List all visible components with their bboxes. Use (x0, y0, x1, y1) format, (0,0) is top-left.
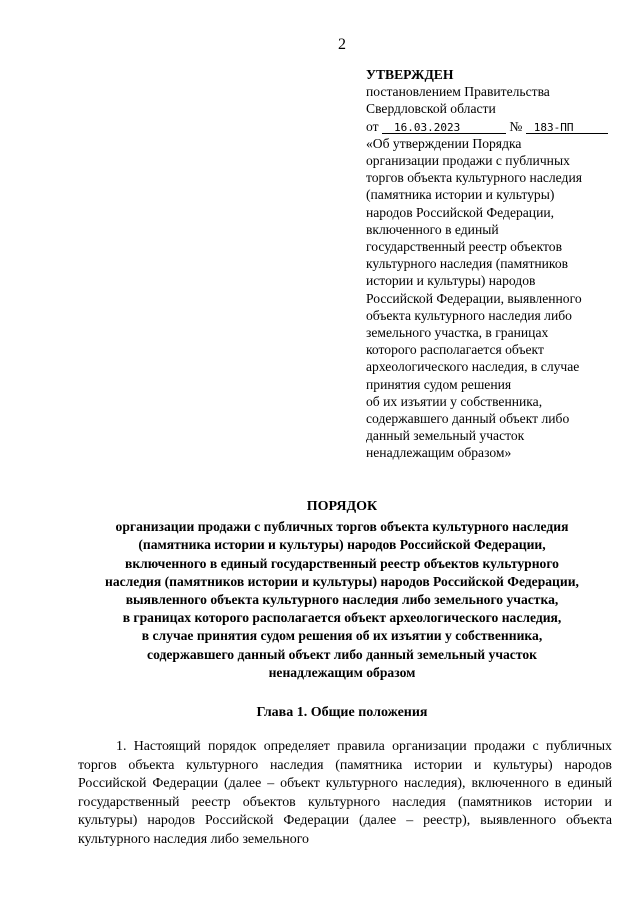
title-line: (памятника истории и культуры) народов Российской Федерации, (138, 537, 546, 553)
title-line: содержавшего данный объект либо данный земельный участок (147, 646, 537, 662)
approval-subject-line: археологического наследия, в случае (366, 359, 580, 375)
approval-subject-line: организации продажи с публичных (366, 153, 570, 169)
title-line: в границах которого располагается объект археологического наследия, (122, 610, 562, 626)
title-line: включенного в единый государственный реестр объектов культурного (125, 555, 559, 571)
approval-subject-line: объекта культурного наследия либо (366, 307, 572, 323)
title-line: организации продажи с публичных торгов объекта культурного наследия (115, 519, 569, 535)
approval-subject-line: данный земельный участок (366, 428, 525, 444)
approval-subject (366, 135, 616, 462)
approval-subject-line: принятия судом решения (366, 376, 512, 392)
approval-subject-line: «Об утверждении Порядка (366, 135, 522, 151)
title-line: в случае принятия судом решения об их изъятии у собственника, (141, 628, 543, 644)
page-number: 2 (338, 36, 346, 53)
approved-label: УТВЕРЖДЕН (366, 67, 454, 82)
approval-subject-line: культурного наследия (памятников (366, 256, 569, 272)
approval-line-1: постановлением Правительства (366, 84, 550, 100)
document-title (46, 498, 638, 682)
title-line: наследия (памятников истории и культуры) народов Российской Федерации, (105, 573, 579, 589)
paragraph-1: 1. Настоящий порядок определяет правила организации продажи с публичных торгов объекта культурного наследия (памятника истории и культуры) народов Российской Федерации (далее – объект культурного наследия), включенного в единый государственный реестр объектов культурного наследия (памятников истории и культуры) народов Российской Федерации (далее – реестр), выявленного объекта культурного наследия либо земельного (78, 739, 612, 847)
approval-line-2: Свердловской области (366, 101, 496, 117)
approval-subject-line: торгов объекта культурного наследия (366, 170, 582, 186)
approval-stamp (366, 66, 616, 462)
approval-subject-line: Российской Федерации, выявленного (366, 290, 582, 306)
approval-subject-line: содержавшего данный объект либо (366, 411, 570, 427)
title-heading: ПОРЯДОК (306, 499, 378, 514)
approval-subject-line: земельного участка, в границах (366, 325, 549, 341)
approval-date-number-line (366, 118, 616, 135)
approval-subject-line: (памятника истории и культуры) (366, 187, 555, 203)
number-label: № (509, 118, 523, 134)
approval-subject-line: ненадлежащим образом» (366, 445, 512, 461)
title-subheading (46, 518, 638, 682)
approval-subject-line: истории и культуры) народов (366, 273, 536, 289)
approval-subject-line: которого располагается объект (366, 342, 544, 358)
from-label: от (366, 118, 379, 134)
approval-subject-line: народов Российской Федерации, (366, 204, 555, 220)
chapter-heading: Глава 1. Общие положения (256, 705, 428, 720)
approval-number: 183-ПП (526, 121, 608, 134)
title-line: ненадлежащим образом (268, 664, 416, 680)
approval-subject-line: включенного в единый (366, 221, 499, 237)
approval-subject-line: об их изъятии у собственника, (366, 393, 543, 409)
approval-subject-line: государственный реестр объектов (366, 239, 562, 255)
approval-date: 16.03.2023 (382, 121, 506, 134)
title-line: выявленного объекта культурного наследия либо земельного участка, (125, 592, 559, 608)
